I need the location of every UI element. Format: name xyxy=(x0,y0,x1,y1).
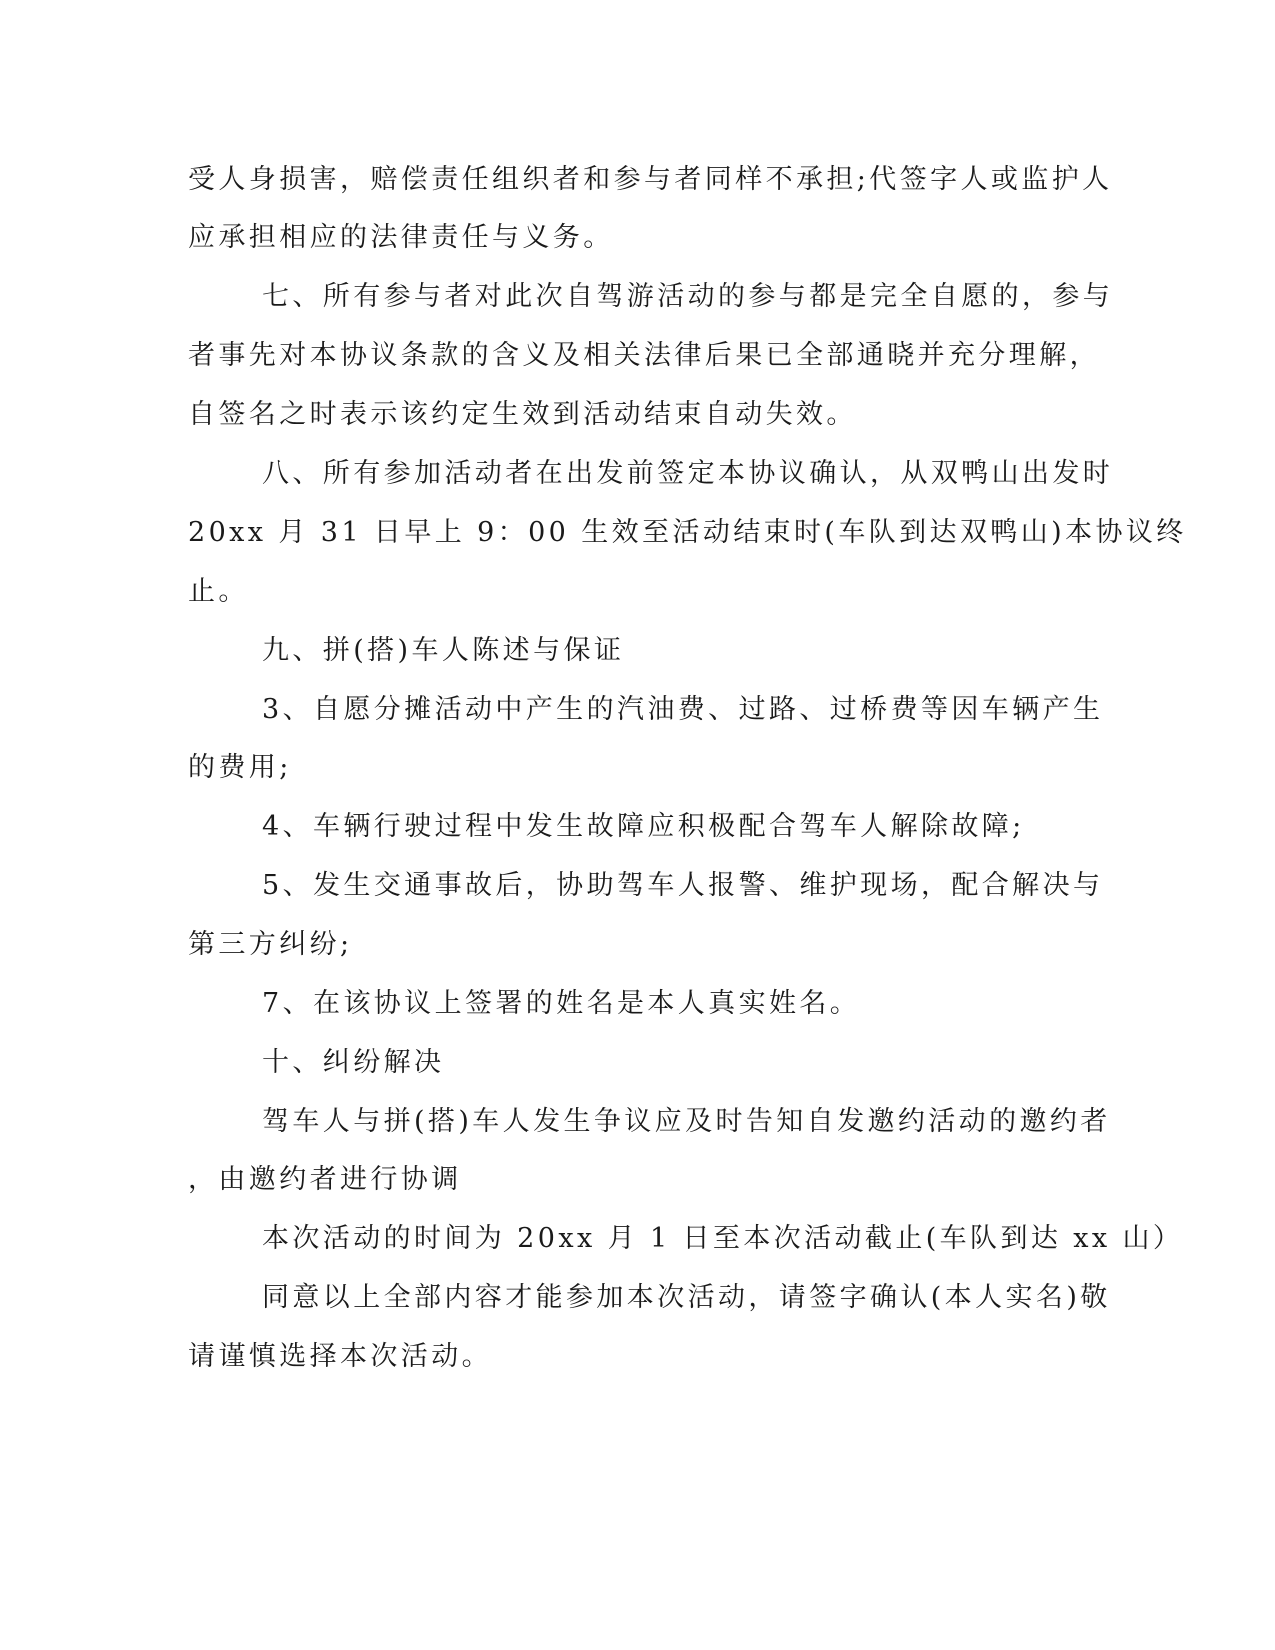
text-line: 者事先对本协议条款的含义及相关法律后果已全部通晓并充分理解， xyxy=(188,340,1100,371)
paragraph-start-line: 八、所有参加活动者在出发前签定本协议确认，从双鸭山出发时 xyxy=(262,458,1114,489)
paragraph-start-line: 同意以上全部内容才能参加本次活动，请签字确认(本人实名)敬 xyxy=(262,1282,1111,1313)
text-line: 请谨慎选择本次活动。 xyxy=(188,1341,492,1372)
paragraph-start-line: 本次活动的时间为 20xx 月 1 日至本次活动截止(车队到达 xx 山） xyxy=(262,1223,1184,1254)
text-line: 自签名之时表示该约定生效到活动结束自动失效。 xyxy=(188,399,857,430)
list-item-line: 4、车辆行驶过程中发生故障应积极配合驾车人解除故障; xyxy=(262,811,1025,842)
text-line: 20xx 月 31 日早上 9：00 生效至活动结束时(车队到达双鸭山)本协议终 xyxy=(188,517,1187,548)
text-line: 止。 xyxy=(188,576,249,607)
paragraph-start-line: 七、所有参与者对此次自驾游活动的参与都是完全自愿的，参与 xyxy=(262,281,1114,312)
paragraph-start-line: 驾车人与拼(搭)车人发生争议应及时告知自发邀约活动的邀约者 xyxy=(262,1106,1111,1137)
section-heading: 十、纠纷解决 xyxy=(262,1047,445,1078)
list-item-line: 3、自愿分摊活动中产生的汽油费、过路、过桥费等因车辆产生 xyxy=(262,694,1104,725)
text-line: 受人身损害，赔偿责任组织者和参与者同样不承担;代签字人或监护人 xyxy=(188,164,1113,195)
list-item-line: 5、发生交通事故后，协助驾车人报警、维护现场，配合解决与 xyxy=(262,870,1104,901)
section-heading: 九、拼(搭)车人陈述与保证 xyxy=(262,635,625,666)
text-line: 第三方纠纷; xyxy=(188,929,353,960)
list-item-line: 7、在该协议上签署的姓名是本人真实姓名。 xyxy=(262,988,861,1019)
text-line: 应承担相应的法律责任与义务。 xyxy=(188,222,614,253)
text-line: ，由邀约者进行协调 xyxy=(188,1164,462,1195)
text-line: 的费用; xyxy=(188,752,292,783)
